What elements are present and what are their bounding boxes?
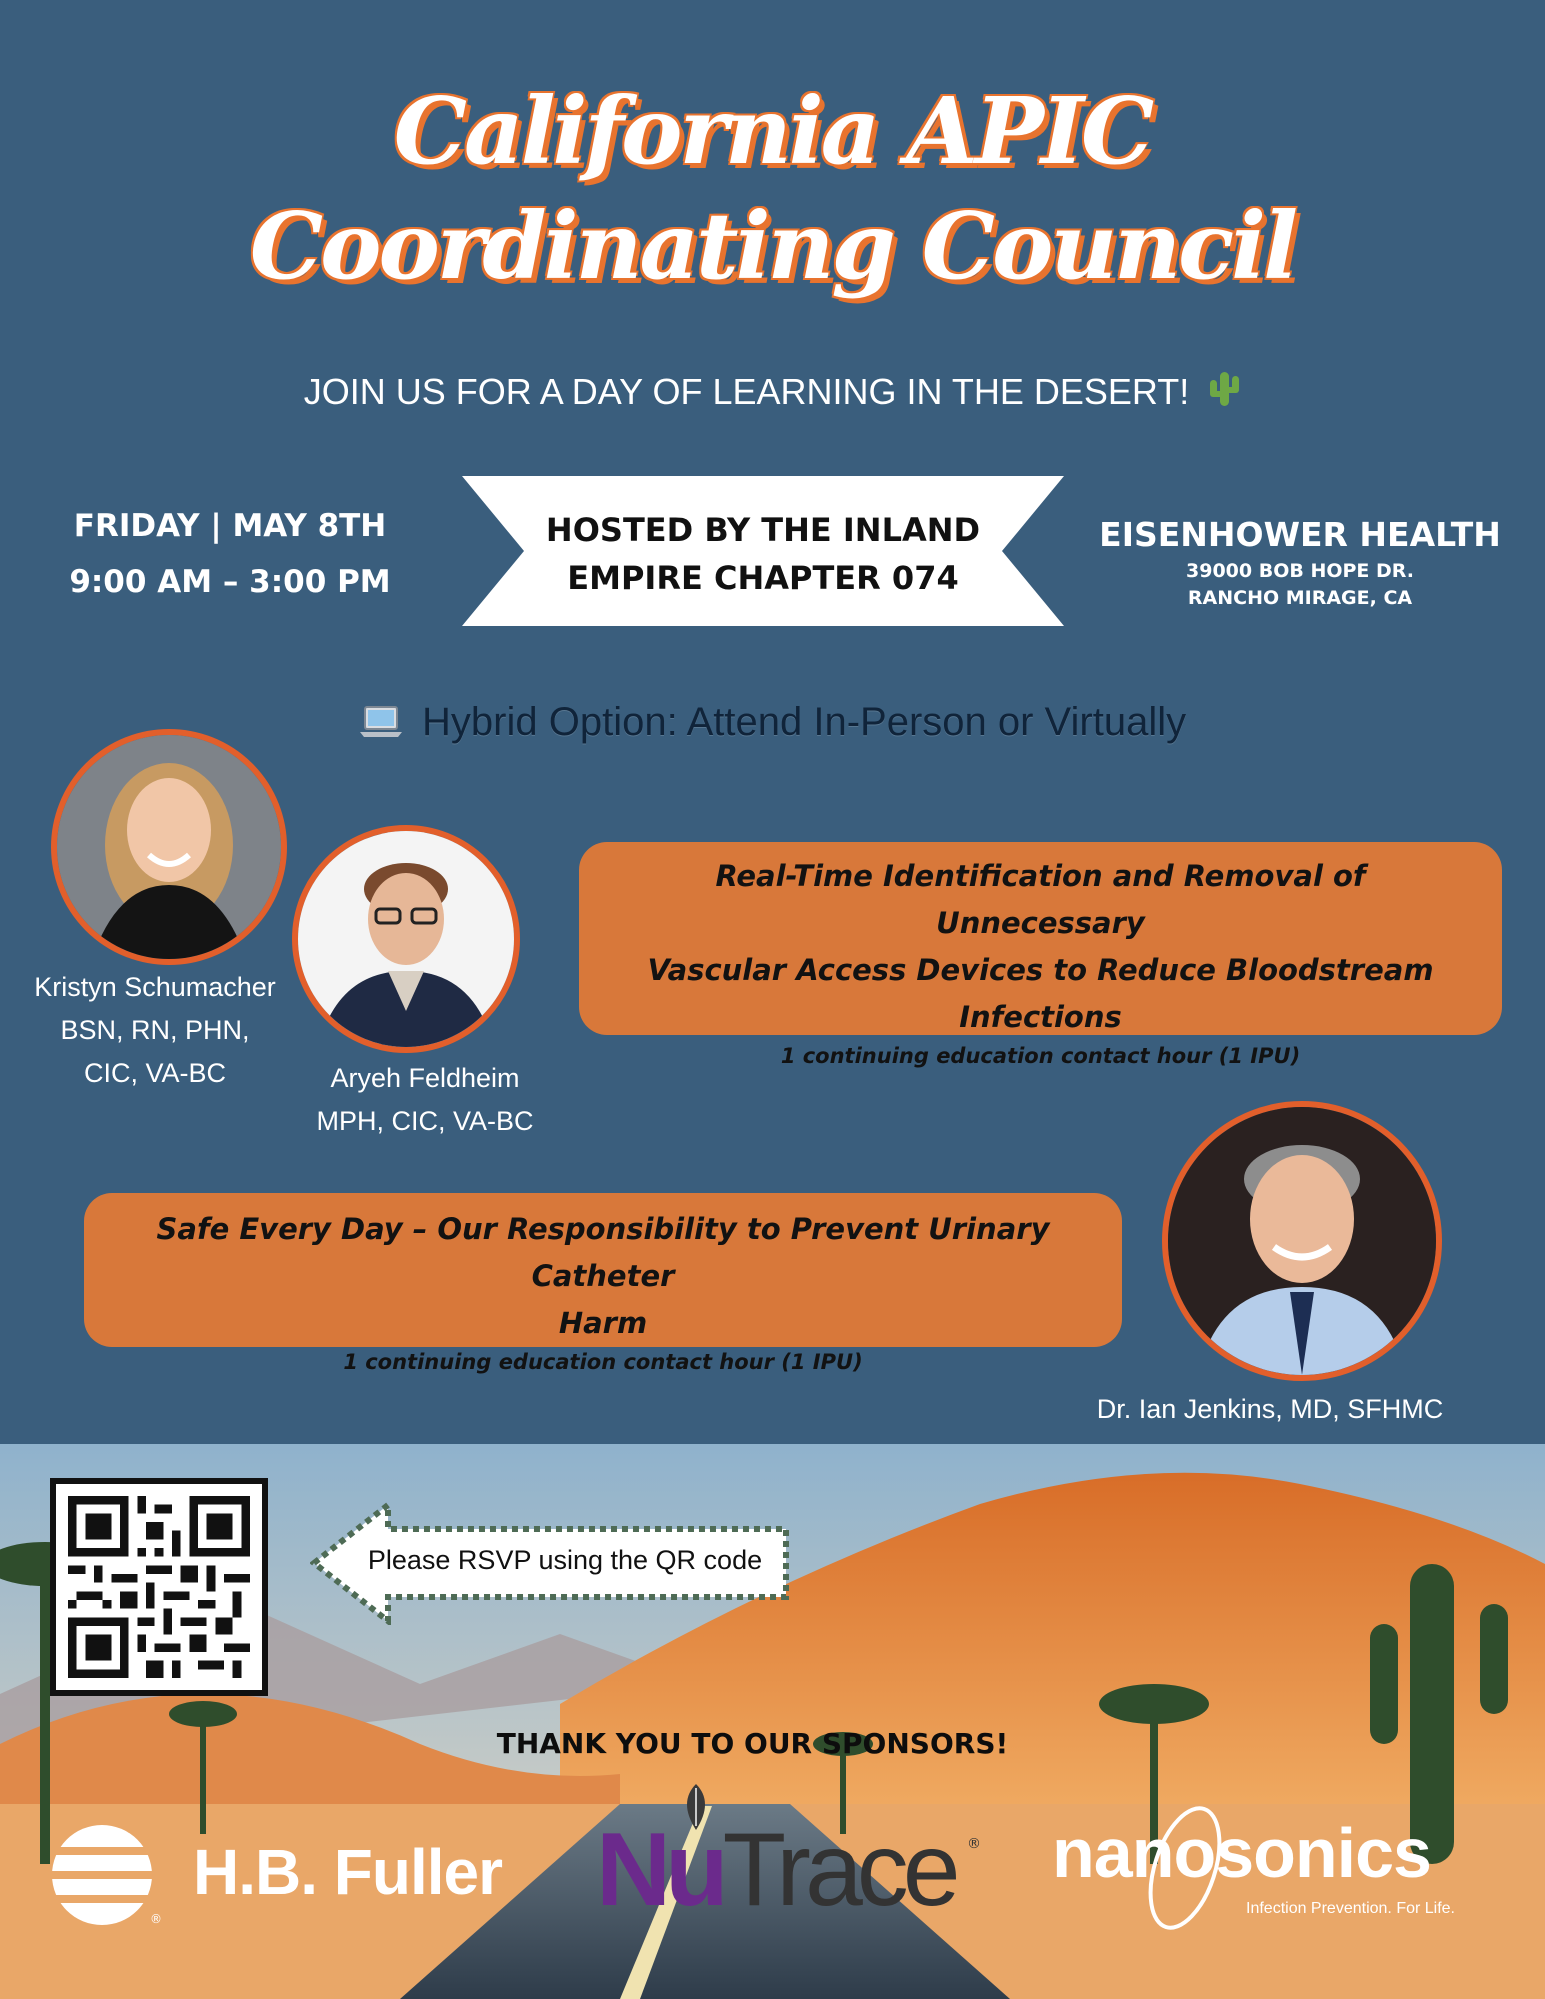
cactus-icon <box>1207 368 1241 417</box>
speaker-credentials: CIC, VA-BC <box>83 1058 226 1088</box>
speaker-photo-ian <box>1162 1101 1442 1381</box>
rsvp-text: Please RSVP using the QR code <box>367 1545 763 1575</box>
venue-name: EISENHOWER HEALTH <box>1099 515 1501 554</box>
speaker-ian <box>1060 1388 1480 1431</box>
session-title: Real-Time Identification and Removal of Unnecessary <box>715 859 1366 940</box>
nutrace-nu: Nu <box>596 1812 723 1928</box>
session-credit: 1 continuing education contact hour (1 IPU) <box>780 1044 1301 1068</box>
speaker-name: Kristyn Schumacher <box>34 972 276 1002</box>
qr-code <box>68 1496 250 1678</box>
rsvp-callout <box>310 1501 790 1625</box>
hbfuller-name: H.B. Fuller <box>193 1836 503 1908</box>
venue-street: 39000 BOB HOPE DR. <box>1186 560 1414 582</box>
session-vascular-access <box>579 842 1502 1068</box>
hybrid-option-text: Hybrid Option: Attend In-Person or Virtually <box>422 700 1187 744</box>
host-line-1: HOSTED BY THE INLAND <box>545 511 981 549</box>
hbfuller-logo-mark <box>50 1820 160 1930</box>
host-banner <box>462 476 1064 626</box>
laptop-icon <box>359 704 403 749</box>
speaker-credentials: MPH, CIC, VA-BC <box>316 1106 534 1136</box>
event-date: FRIDAY | MAY 8TH <box>73 508 387 544</box>
session-title: Infections <box>959 1000 1122 1034</box>
speaker-credentials: BSN, RN, PHN, <box>60 1015 250 1045</box>
host-line-2: EMPIRE CHAPTER 074 <box>567 559 959 597</box>
session-urinary-catheter <box>84 1193 1122 1374</box>
nutrace-trace: Trace <box>722 1812 955 1928</box>
event-time: 9:00 AM – 3:00 PM <box>69 564 391 600</box>
speaker-photo-kristyn <box>51 729 287 965</box>
session-title: Vascular Access Devices to Reduce Bloodstream <box>647 953 1434 987</box>
session-title: Harm <box>558 1306 648 1340</box>
host-text <box>522 506 1004 602</box>
nanosonics-tagline: Infection Prevention. For Life. <box>1246 1900 1455 1917</box>
nutrace-registered-mark: ® <box>967 1836 981 1852</box>
title-line-2: Coordinating Council <box>249 192 1296 300</box>
speaker-kristyn <box>10 966 300 1095</box>
session-credit: 1 continuing education contact hour (1 IPU) <box>343 1350 863 1374</box>
tagline <box>0 368 1545 417</box>
hbfuller-registered-mark: ® <box>150 1912 162 1926</box>
speaker-name: Aryeh Feldheim <box>330 1063 520 1093</box>
title-line-1: California APIC <box>393 77 1152 185</box>
session-title: Safe Every Day – Our Responsibility to Prevent Urinary Catheter <box>156 1212 1050 1293</box>
speaker-name: Dr. Ian Jenkins, MD, SFHMC <box>1096 1394 1444 1424</box>
nutrace-logo <box>596 1812 955 1928</box>
tagline-text: JOIN US FOR A DAY OF LEARNING IN THE DESERT! <box>303 371 1190 412</box>
venue-city: RANCHO MIRAGE, CA <box>1187 587 1413 609</box>
hybrid-option <box>0 700 1545 749</box>
rsvp-qr-code[interactable] <box>50 1478 268 1696</box>
speaker-aryeh <box>285 1057 565 1143</box>
nanosonics-logo: nanosonics <box>1052 1814 1431 1892</box>
sponsors-heading: THANK YOU TO OUR SPONSORS! <box>496 1727 1009 1760</box>
speaker-photo-aryeh <box>292 825 520 1053</box>
